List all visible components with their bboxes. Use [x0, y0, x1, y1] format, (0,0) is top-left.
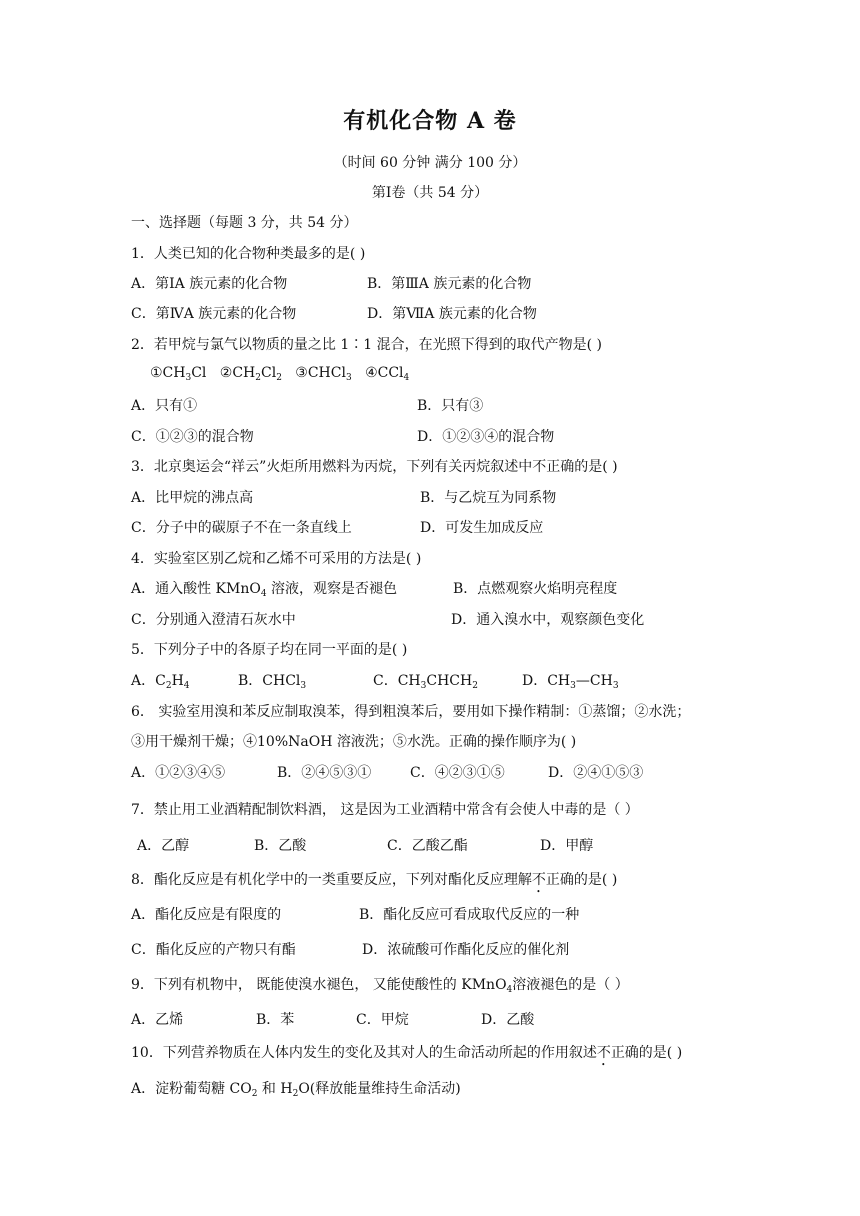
question-2-items: $①CH_3Cl$ $②CH_2Cl_2$ ③CHCl$_3$ ④CCl$_4$: [150, 365, 410, 383]
question-3-stem: 3．北京奥运会“祥云”火炬所用燃料为丙烷，下列有关丙烷叙述中不正确的是( ): [131, 459, 618, 475]
page-title: 有机化合物 A 卷: [343, 108, 517, 134]
question-7-option-c: C．乙酸乙酯: [387, 838, 468, 854]
question-1-option-a: A．第ⅠA 族元素的化合物: [131, 276, 288, 292]
part-heading: 第Ⅰ卷（共 54 分）: [371, 185, 489, 201]
question-6-stem: 6． 实验室用溴和苯反应制取溴苯，得到粗溴苯后，要用如下操作精制：①蒸馏；②水洗；: [131, 704, 691, 720]
question-4-stem: 4．实验室区别乙烷和乙烯不可采用的方法是( ): [131, 551, 422, 567]
question-6-option-c: C．④②③①⑤: [410, 765, 505, 781]
question-7-option-a: A．乙醇: [137, 838, 190, 854]
question-6-option-b: B．②④⑤③①: [277, 765, 372, 781]
question-8-option-b: B．酯化反应可看成取代反应的一种: [359, 907, 580, 923]
question-5-option-b: B．CHCl$_3$: [238, 673, 307, 691]
question-5-option-c: C．$CH_3CHCH_2$: [373, 673, 478, 691]
question-3-option-a: A．比甲烷的沸点高: [131, 490, 254, 506]
question-1-option-b: B．第ⅢA 族元素的化合物: [367, 276, 532, 292]
question-2-stem: 2．若甲烷与氯气以物质的量之比 1∶1 混合，在光照下得到的取代产物是( ): [131, 337, 602, 353]
question-5-option-a: A．$C_2H_4$: [131, 673, 190, 691]
exam-info: （时间 60 分钟 满分 100 分）: [333, 155, 527, 171]
question-2-option-c: C．①②③的混合物: [131, 429, 254, 445]
question-5-stem: 5．下列分子中的各原子均在同一平面的是( ): [131, 642, 408, 658]
question-7-option-d: D．甲醇: [540, 838, 594, 854]
question-2-option-b: B．只有③: [417, 398, 484, 414]
section-heading: 一、选择题（每题 3 分，共 54 分）: [131, 215, 358, 231]
question-4-option-d: D．通入溴水中，观察颜色变化: [451, 612, 645, 628]
question-2-option-a: A．只有①: [131, 398, 198, 414]
question-1-option-d: D．第ⅦA 族元素的化合物: [367, 306, 537, 322]
question-3-option-d: D．可发生加成反应: [420, 520, 544, 536]
question-9-option-a: A．乙烯: [131, 1012, 184, 1028]
question-8-option-a: A．酯化反应是有限度的: [131, 907, 282, 923]
question-4-option-c: C．分别通入澄清石灰水中: [131, 612, 296, 628]
question-1-stem: 1．人类已知的化合物种类最多的是( ): [131, 246, 366, 262]
question-8-option-d: D．浓硫酸可作酯化反应的催化剂: [362, 942, 570, 958]
question-4-option-a: A．通入酸性 KMnO$_4$ 溶液，观察是否褪色: [131, 581, 398, 599]
question-6-option-a: A．①②③④⑤: [131, 765, 226, 781]
question-3-option-b: B．与乙烷互为同系物: [420, 490, 557, 506]
question-10-stem: 10．下列营养物质在人体内发生的变化及其对人的生命活动所起的作用叙述不正确的是( ): [131, 1045, 683, 1061]
question-1-option-c: C．第ⅣA 族元素的化合物: [131, 306, 297, 322]
question-8-option-c: C．酯化反应的产物只有酯: [131, 942, 296, 958]
question-6-option-d: D．②④①⑤③: [548, 765, 644, 781]
question-8-stem: 8．酯化反应是有机化学中的一类重要反应，下列对酯化反应理解不正确的是( ): [131, 872, 618, 888]
question-9-stem: 9．下列有机物中， 既能使溴水褪色， 又能使酸性的 KMnO$_4$溶液褪色的是（ ）: [131, 977, 629, 995]
question-4-option-b: B．点燃观察火焰明亮程度: [453, 581, 618, 597]
question-6-stem-cont: ③用干燥剂干燥；④10%NaOH 溶液洗；⑤水洗。正确的操作顺序为( ): [131, 734, 577, 750]
question-9-option-c: C．甲烷: [356, 1012, 409, 1028]
question-10-option-a: A．淀粉葡萄糖 $CO_2$ 和 $H_2O$(释放能量维持生命活动): [131, 1081, 461, 1099]
question-2-option-d: D．①②③④的混合物: [417, 429, 555, 445]
question-3-option-c: C．分子中的碳原子不在一条直线上: [131, 520, 352, 536]
question-5-option-d: D．$CH_3—CH_3$: [522, 673, 619, 691]
question-9-option-b: B．苯: [256, 1012, 295, 1028]
question-9-option-d: D．乙酸: [481, 1012, 535, 1028]
question-7-option-b: B．乙酸: [254, 838, 307, 854]
question-7-stem: 7．禁止用工业酒精配制饮料酒， 这是因为工业酒精中常含有会使人中毒的是（ ）: [131, 802, 639, 818]
